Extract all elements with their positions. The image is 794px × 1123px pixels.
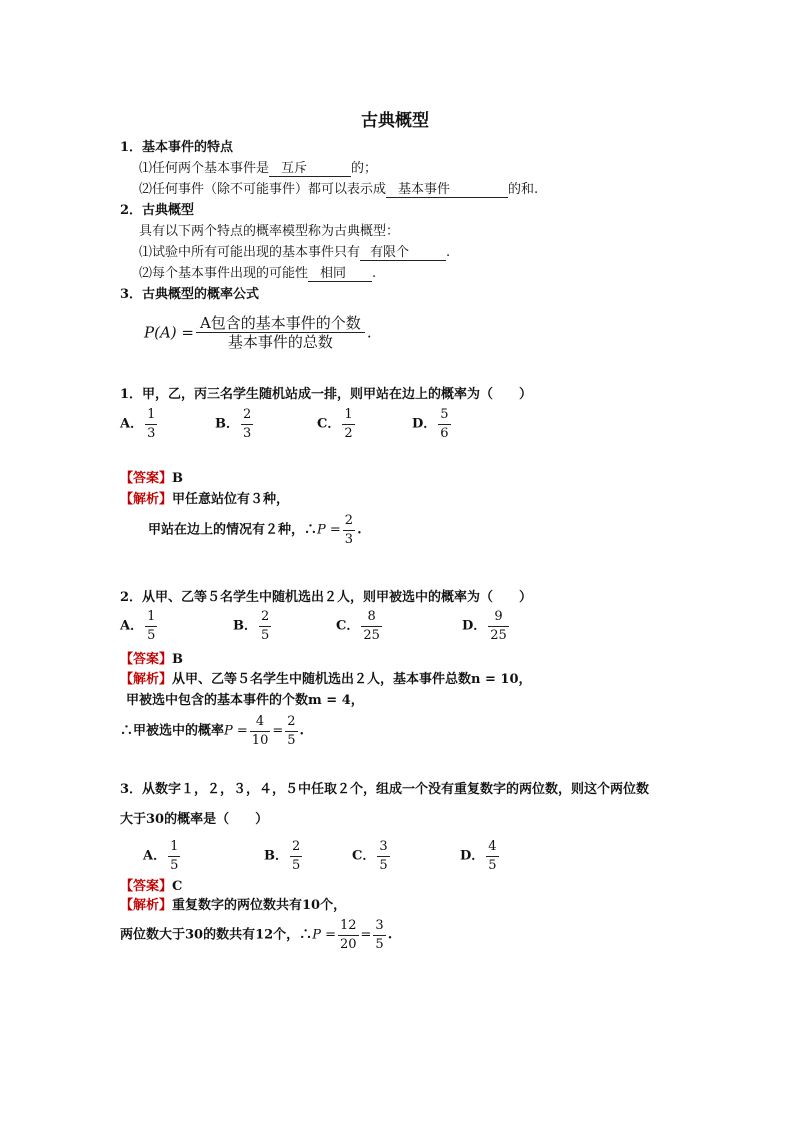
section2-intro: 具有以下两个特点的概率模型称为古典概型： xyxy=(139,224,400,239)
q1-answer-tag: 【答案】 xyxy=(120,471,173,486)
q2-analysis-tag: 【解析】 xyxy=(120,672,173,687)
q1-options xyxy=(120,406,540,446)
section2-line2 xyxy=(139,265,376,283)
q1-option-a: A． $\frac{1}{3}$ xyxy=(120,407,156,441)
q3-option-c: C． $\frac{3}{5}$ xyxy=(352,839,388,873)
q3-analysis1: 重复数字的两位数共有10个， xyxy=(172,898,347,913)
section1-line2-fill: 基本事件 xyxy=(386,182,508,198)
section2-line2-fill: 相同 xyxy=(308,266,372,282)
q2-option-d: D． $\frac{9}{25}$ xyxy=(462,609,507,643)
q3-option-b: B． $\frac{2}{5}$ xyxy=(264,839,301,873)
page-title: 古典概型 xyxy=(361,111,429,131)
q1-stem: 1．甲，乙，丙三名学生随机站成一排，则甲站在边上的概率为（ ） xyxy=(120,387,533,402)
formula-fraction xyxy=(196,314,365,351)
section2-line1 xyxy=(139,244,450,262)
q1-analysis-line2 xyxy=(148,512,362,549)
section1-line2 xyxy=(139,181,538,199)
section1-line2-post: 的和. xyxy=(508,182,539,197)
section3-heading: 3．古典概型的概率公式 xyxy=(120,287,260,302)
q3-answer-value: C xyxy=(172,879,183,894)
q1-analysis2-end: . xyxy=(357,522,362,538)
formula-denominator: 基本事件的总数 xyxy=(227,333,333,351)
q3-analysis2-eq: = xyxy=(360,927,372,943)
q1-analysis2-pre: 甲站在边上的情况有２种，∴ xyxy=(148,522,318,538)
q2-analysis3-eq: = xyxy=(272,723,284,739)
section2-line1-pre: ⑴试验中所有可能出现的基本事件只有 xyxy=(139,245,361,260)
section2-line2-pre: ⑵每个基本事件出现的可能性 xyxy=(139,266,309,281)
q2-stem: 2．从甲、乙等５名学生中随机选出２人，则甲被选中的概率为（ ） xyxy=(120,590,533,605)
q2-option-c: C． $\frac{8}{25}$ xyxy=(336,609,380,643)
q1-analysis-line1 xyxy=(120,491,289,509)
q2-analysis3-fraction1: $\frac{4}{10}$ xyxy=(251,714,269,748)
q3-analysis-tag: 【解析】 xyxy=(120,898,173,913)
section1-line1-fill: 互斥 xyxy=(269,161,351,177)
q3-analysis2-fraction1: $\frac{12}{20}$ xyxy=(339,918,357,952)
q2-analysis3-fraction2: $\frac{2}{5}$ xyxy=(287,714,296,748)
q2-option-b: B． $\frac{2}{5}$ xyxy=(233,609,270,643)
formula-lhs: P(A) = xyxy=(144,323,194,342)
formula-end: . xyxy=(366,323,372,342)
q3-answer xyxy=(120,878,182,896)
q2-option-a: A． $\frac{1}{5}$ xyxy=(120,609,156,643)
section2-line1-fill: 有限个 xyxy=(360,245,446,261)
q2-analysis3-pre: ∴甲被选中的概率 xyxy=(120,723,225,739)
q3-analysis2-pre: 两位数大于30的数共有12个，∴ xyxy=(120,927,313,943)
q2-answer xyxy=(120,651,183,669)
q3-analysis-line1 xyxy=(120,897,346,915)
q1-answer-value: B xyxy=(172,471,184,486)
q1-analysis2-p: P = xyxy=(317,522,341,538)
q2-options xyxy=(120,608,540,648)
q1-analysis1: 甲任意站位有３种， xyxy=(172,492,290,507)
q1-answer xyxy=(120,470,183,488)
q3-options xyxy=(143,838,563,878)
q1-option-b: B． $\frac{2}{3}$ xyxy=(215,407,252,441)
q2-analysis1: 从甲、乙等５名学生中随机选出２人，基本事件总数n = 10， xyxy=(172,672,532,687)
q1-option-d: D． $\frac{5}{6}$ xyxy=(412,407,449,441)
q3-option-d: D． $\frac{4}{5}$ xyxy=(460,839,497,873)
q1-analysis2-fraction: $\frac{2}{3}$ xyxy=(344,513,354,547)
q2-analysis2: 甲被选中包含的基本事件的个数m = 4， xyxy=(126,693,364,708)
q3-stem-line2: 大于30的概率是（ ） xyxy=(120,812,269,827)
q3-option-a: A． $\frac{1}{5}$ xyxy=(143,839,179,873)
q3-answer-tag: 【答案】 xyxy=(120,879,173,894)
q3-stem-line1: 3．从数字１，２，３，４，５中任取２个，组成一个没有重复数字的两位数，则这个两位数 xyxy=(120,782,650,797)
section2-heading: 2．古典概型 xyxy=(120,203,195,218)
section1-line1-pre: ⑴任何两个基本事件是 xyxy=(139,161,270,176)
q2-analysis-line1 xyxy=(120,671,532,689)
section1-line1-post: 的； xyxy=(351,161,378,176)
section1-heading: 1．基本事件的特点 xyxy=(120,140,234,155)
section1-line2-pre: ⑵任何事件（除不可能事件）都可以表示成 xyxy=(139,182,387,197)
q2-answer-tag: 【答案】 xyxy=(120,652,173,667)
q3-analysis-line2 xyxy=(120,917,392,954)
q2-answer-value: B xyxy=(172,652,184,667)
section2-line1-post: . xyxy=(446,245,451,260)
q3-analysis2-p: P = xyxy=(312,927,336,943)
q1-option-c: C． $\frac{1}{2}$ xyxy=(317,407,353,441)
formula-numerator: A包含的基本事件的个数 xyxy=(196,314,365,333)
q2-analysis-line3 xyxy=(120,713,304,750)
q2-analysis3-p: P = xyxy=(224,723,248,739)
q2-analysis3-end: . xyxy=(299,723,305,739)
section1-line1 xyxy=(139,160,377,178)
probability-formula xyxy=(144,314,372,351)
q3-analysis2-fraction2: $\frac{3}{5}$ xyxy=(375,918,384,952)
q1-analysis-tag: 【解析】 xyxy=(120,492,173,507)
section2-line2-post: . xyxy=(372,266,377,281)
q3-analysis2-end: . xyxy=(387,927,393,943)
